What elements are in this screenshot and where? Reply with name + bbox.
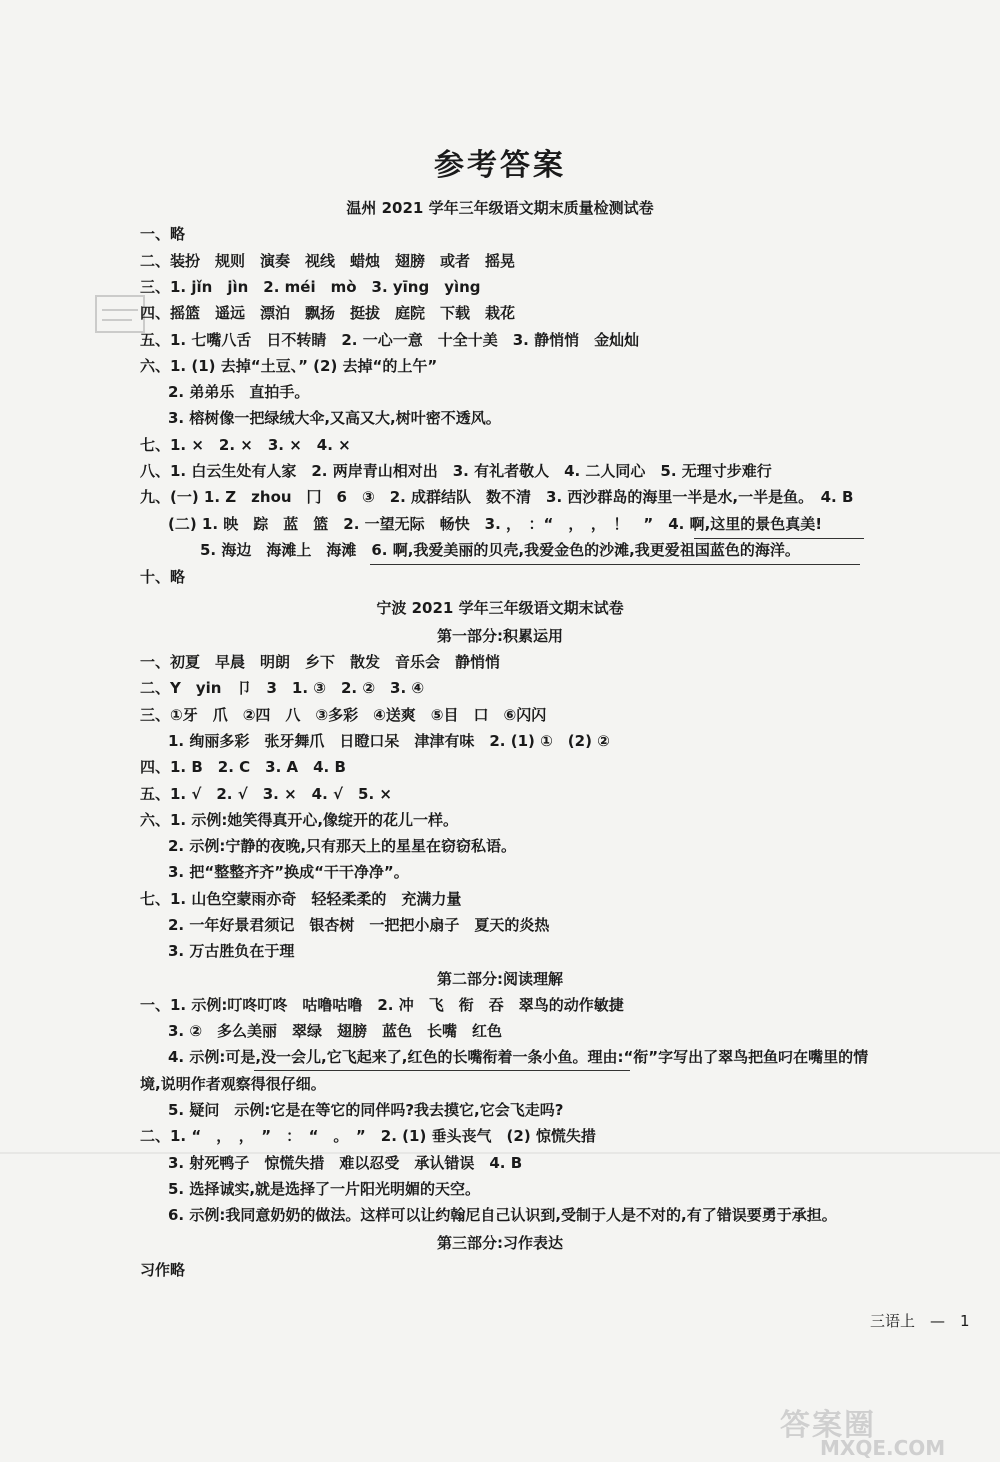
answer-line-n6: 五、1. √ 2. √ 3. × 4. √ 5. ×	[140, 785, 392, 803]
answer-line-r1: 一、1. 示例:叮咚叮咚 咕噜咕噜 2. 冲 飞 衔 吞 翠鸟的动作敏捷	[140, 996, 624, 1014]
answer-line-n3: 三、①牙 爪 ②四 八 ③多彩 ④送爽 ⑤目 口 ⑥闪闪	[140, 706, 547, 724]
underline-mark	[370, 564, 860, 565]
answer-line-r3: 4. 示例:可是,没一会儿,它飞起来了,红色的长嘴衔着一条小鱼。理由:“衔”字写出了翠鸟把鱼叼在嘴里的情	[168, 1048, 869, 1066]
answer-line-r9: 6. 示例:我同意奶奶的做法。这样可以让约翰尼自己认识到,受制于人是不对的,有了错误要勇于承担。	[168, 1206, 837, 1224]
answer-line-n12: 3. 万古胜负在于理	[168, 942, 295, 960]
answer-line-w2: 二、装扮 规则 演奏 视线 蜡烛 翅膀 或者 摇晃	[140, 252, 516, 270]
answer-line-w13: 5. 海边 海滩上 海滩 6. 啊,我爱美丽的贝壳,我爱金色的沙滩,我更爱祖国蓝色的海洋。	[200, 541, 800, 559]
answer-line-w6: 六、1. (1) 去掉“土豆、” (2) 去掉“的上午”	[140, 357, 438, 375]
answer-line-w10: 八、1. 白云生处有人家 2. 两岸青山相对出 3. 有礼者敬人 4. 二人同心 5. 无理寸步难行	[140, 462, 772, 480]
answer-line-w5: 五、1. 七嘴八舌 日不转睛 2. 一心一意 十全十美 3. 静悄悄 金灿灿	[140, 331, 640, 349]
page-footer: 三语上 — 1	[870, 1312, 970, 1330]
answer-line-r7: 3. 射死鸭子 惊慌失措 难以忍受 承认错误 4. B	[168, 1154, 523, 1172]
answer-line-n2: 二、Y yin 卩 3 1. ③ 2. ② 3. ④	[140, 679, 425, 697]
answer-line-n4: 1. 绚丽多彩 张牙舞爪 日瞪口呆 津津有味 2. (1) ① (2) ②	[168, 732, 610, 750]
answer-line-w7: 2. 弟弟乐 直拍手。	[168, 383, 310, 401]
answer-line-w8: 3. 榕树像一把绿绒大伞,又高又大,树叶密不透风。	[168, 409, 501, 427]
answer-line-n9: 3. 把“整整齐齐”换成“干干净净”。	[168, 863, 409, 881]
answer-line-r8: 5. 选择诚实,就是选择了一片阳光明媚的天空。	[168, 1180, 481, 1198]
underline-mark	[254, 1070, 630, 1071]
answer-line-n5: 四、1. B 2. C 3. A 4. B	[140, 758, 346, 776]
answer-line-n1: 一、初夏 早晨 明朗 乡下 散发 音乐会 静悄悄	[140, 653, 501, 671]
answer-line-n8: 2. 示例:宁静的夜晚,只有那天上的星星在窃窃私语。	[168, 837, 517, 855]
answer-line-n7: 六、1. 示例:她笑得真开心,像绽开的花儿一样。	[140, 811, 459, 829]
answer-line-r2: 3. ② 多么美丽 翠绿 翅膀 蓝色 长嘴 红色	[168, 1022, 503, 1040]
part-heading-2: 第二部分:阅读理解	[437, 970, 563, 988]
section-heading-ningbo: 宁波 2021 学年三年级语文期末试卷	[376, 599, 624, 617]
answer-line-w12: (二) 1. 映 踪 蓝 篮 2. 一望无际 畅快 3. ， ：“ ， ， ！ ” 4. 啊,这里的景色真美!	[168, 515, 823, 533]
answer-line-r6: 二、1. “ ， ， ” ： “ 。 ” 2. (1) 垂头丧气 (2) 惊慌失措	[140, 1127, 596, 1145]
answer-line-n11: 2. 一年好景君须记 银杏树 一把把小扇子 夏天的炎热	[168, 916, 550, 934]
part-heading-3: 第三部分:习作表达	[437, 1234, 563, 1252]
page-title: 参考答案	[434, 148, 566, 183]
answer-line-composition: 习作略	[140, 1261, 186, 1279]
watermark-url: MXQE.COM	[820, 1436, 946, 1460]
underline-mark	[694, 538, 864, 539]
answer-line-n10: 七、1. 山色空蒙雨亦奇 轻轻柔柔的 充满力量	[140, 890, 462, 908]
answer-line-r4: 境,说明作者观察得很仔细。	[140, 1075, 326, 1093]
watermark-logo: 答案圈	[780, 1408, 876, 1443]
answer-line-w9: 七、1. × 2. × 3. × 4. ×	[140, 436, 351, 454]
answer-line-w3: 三、1. jǐn jìn 2. méi mò 3. yīng yìng	[140, 278, 481, 296]
part-heading-1: 第一部分:积累运用	[437, 627, 563, 645]
answer-line-w1: 一、略	[140, 225, 186, 243]
answer-line-w11: 九、(一) 1. Z zhou 冂 6 ③ 2. 成群结队 数不清 3. 西沙群岛的海里一半是水,一半是鱼。 4. B	[140, 488, 854, 506]
section-heading-wenzhou: 温州 2021 学年三年级语文期末质量检测试卷	[346, 199, 654, 217]
answer-line-w14: 十、略	[140, 568, 186, 586]
answer-line-w4: 四、摇篮 遥远 漂泊 飘扬 挺拔 庭院 下载 栽花	[140, 304, 516, 322]
answer-line-r5: 5. 疑问 示例:它是在等它的同伴吗?我去摸它,它会飞走吗?	[168, 1101, 564, 1119]
page-fold-shadow	[0, 1152, 1000, 1154]
